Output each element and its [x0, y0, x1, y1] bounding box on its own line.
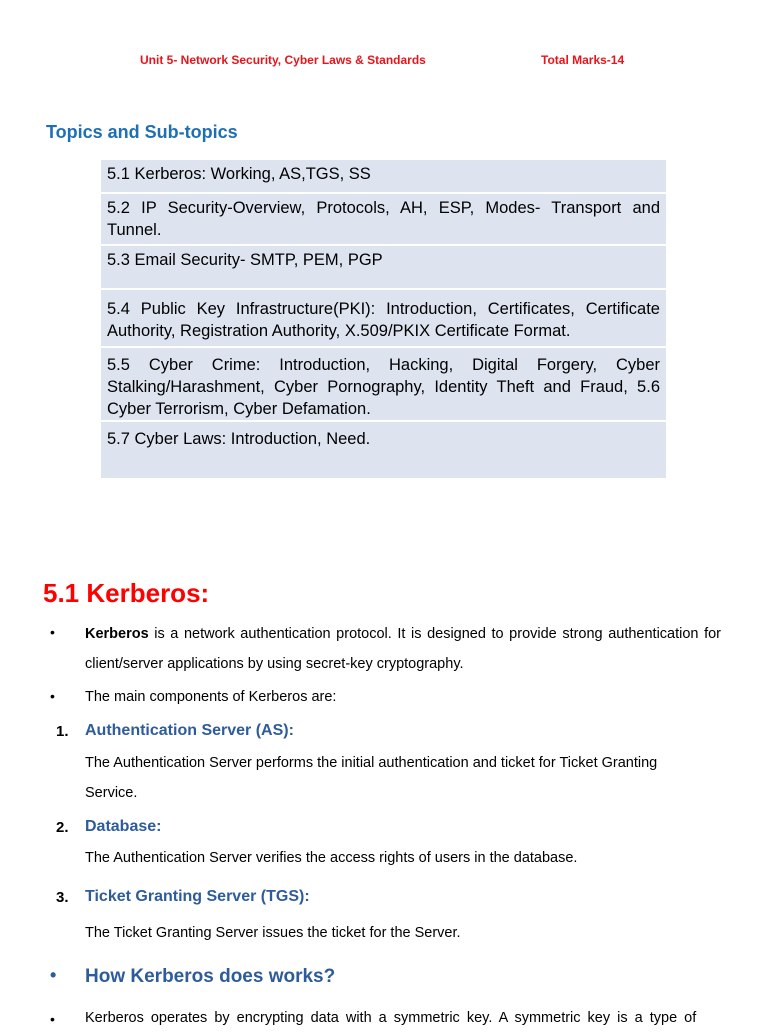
component-title: Ticket Granting Server (TGS):	[85, 888, 310, 905]
bullet: •	[50, 688, 55, 704]
topics-table	[101, 160, 666, 478]
how-kerberos-works-text: Kerberos operates by encrypting data with a symmetric key. A symmetric key is a type of	[85, 1010, 697, 1026]
component-number: 2.	[56, 819, 69, 836]
bullet: •	[50, 624, 55, 640]
component-text: The Authentication Server performs the initial authentication and ticket for Ticket Granting Service.	[85, 755, 658, 801]
component-number: 1.	[56, 723, 69, 740]
topic-row: 5.5 Cyber Crime: Introduction, Hacking, Digital Forgery, Cyber Stalking/Harashment, Cyber Pornography, Identity Theft and Fraud, 5.6 Cyber Terrorism, Cyber Defamation.	[101, 348, 666, 422]
topics-heading: Topics and Sub-topics	[46, 122, 238, 142]
component-text: The Ticket Granting Server issues the ticket for the Server.	[85, 925, 461, 941]
component-title: Database:	[85, 818, 162, 835]
unit-title: Unit 5- Network Security, Cyber Laws & Standards	[140, 53, 426, 67]
section-title: 5.1 Kerberos:	[43, 578, 210, 608]
component-text: The Authentication Server verifies the access rights of users in the database.	[85, 850, 578, 866]
intro-text: is a network authentication protocol. It is designed to provide strong authentication for client/server applications by using secret-key cryptography.	[85, 626, 721, 672]
topic-row: 5.4 Public Key Infrastructure(PKI): Introduction, Certificates, Certificate Authority, Registration Authority, X.509/PKIX Certificate Format.	[101, 290, 666, 348]
bullet: •	[50, 965, 57, 985]
topic-row: 5.1 Kerberos: Working, AS,TGS, SS	[101, 160, 666, 194]
component-title: Authentication Server (AS):	[85, 722, 294, 739]
topic-row: 5.3 Email Security- SMTP, PEM, PGP	[101, 246, 666, 290]
bullet: •	[50, 1011, 55, 1027]
intro-bold: Kerberos	[85, 626, 149, 642]
total-marks: Total Marks-14	[541, 53, 625, 67]
topic-row: 5.7 Cyber Laws: Introduction, Need.	[101, 422, 666, 478]
how-kerberos-works-heading: How Kerberos does works?	[85, 966, 336, 987]
topic-row: 5.2 IP Security-Overview, Protocols, AH, ESP, Modes- Transport and Tunnel.	[101, 194, 666, 246]
kerberos-intro	[85, 619, 721, 679]
components-intro: The main components of Kerberos are:	[85, 689, 337, 705]
component-number: 3.	[56, 889, 69, 906]
